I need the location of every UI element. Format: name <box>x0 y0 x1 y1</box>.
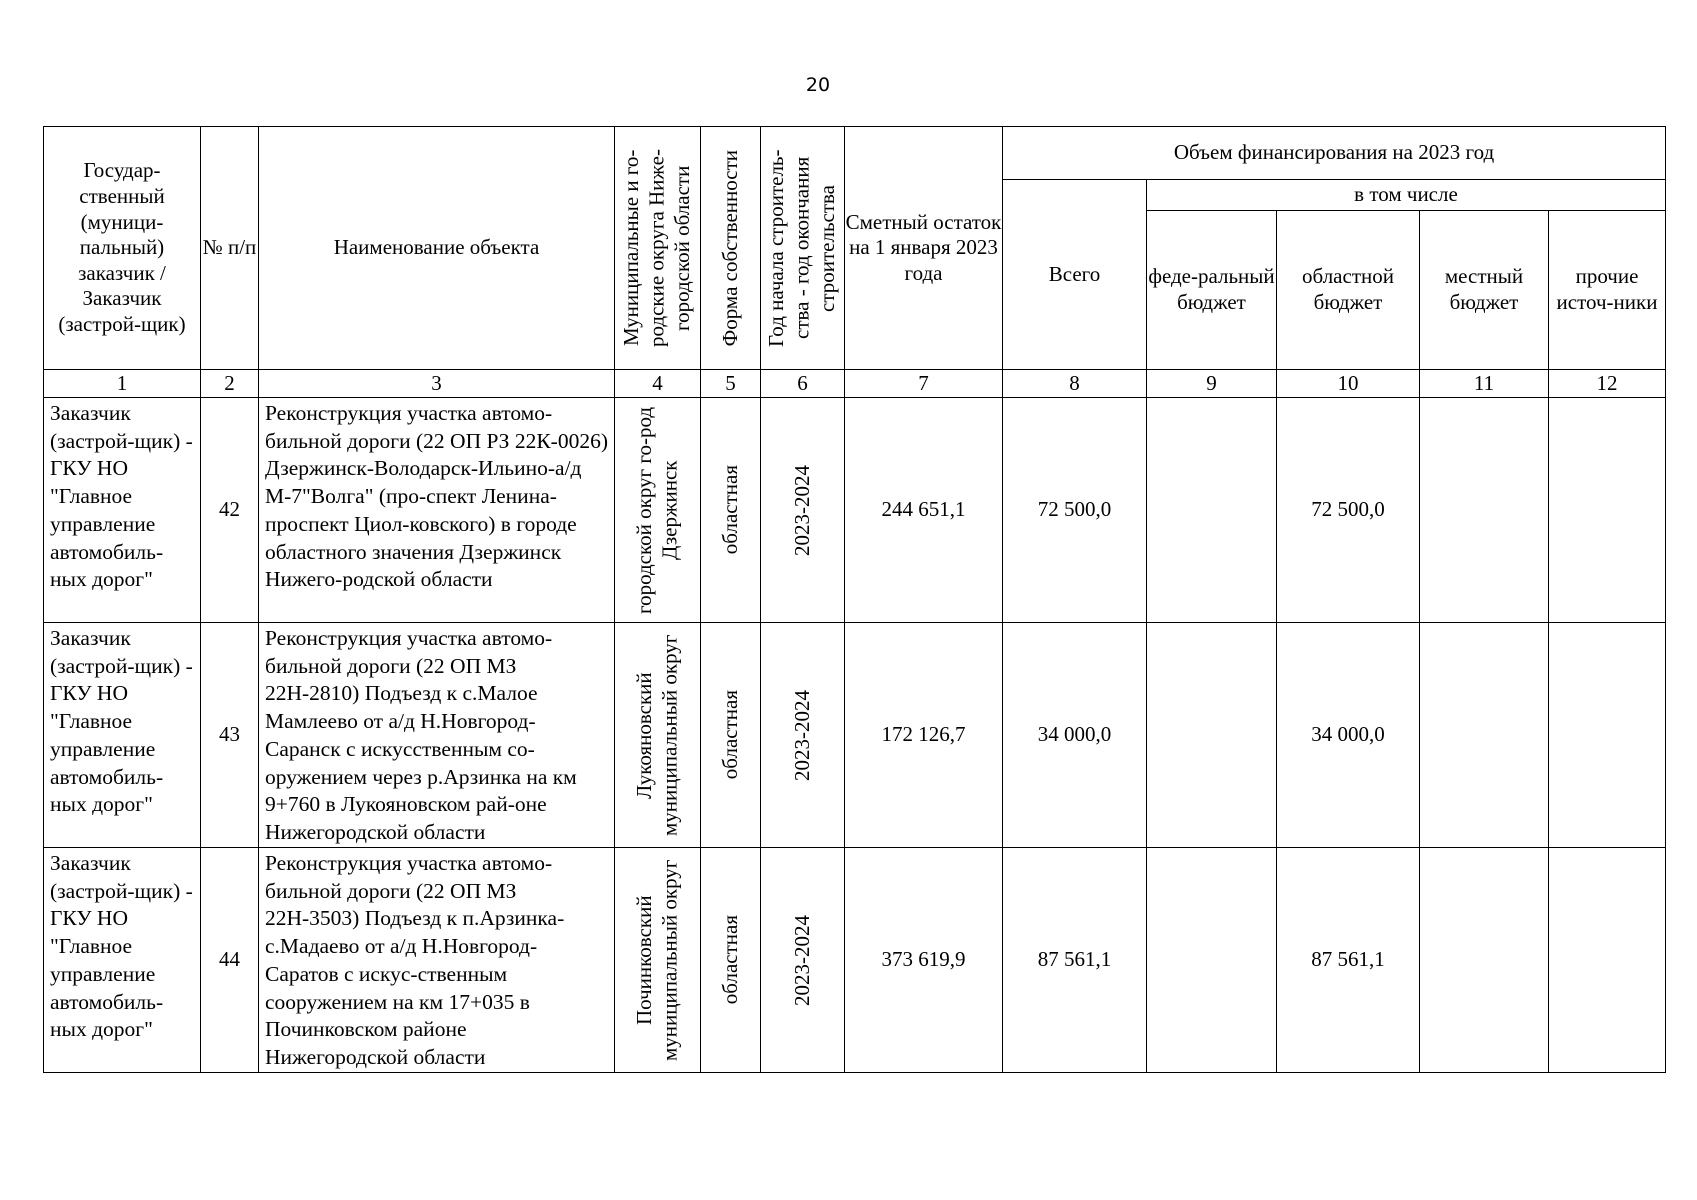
row-federal <box>1147 398 1277 623</box>
header-other: прочие источ-ники <box>1549 211 1666 370</box>
column-number: 2 <box>201 370 259 398</box>
column-number: 11 <box>1420 370 1549 398</box>
row-object: Реконструкция участка автомо-бильной дороги (22 ОП РЗ 22К-0026) Дзержинск-Володарск-Ильино-а/д М-7"Волга" (про-спект Ленина-проспект Циол-ковского) в городе областного значения Дзержинск Нижего-родской области <box>259 398 615 623</box>
column-number: 3 <box>259 370 615 398</box>
page-number: 20 <box>805 74 831 96</box>
header-no: № п/п <box>201 127 259 370</box>
row-other <box>1549 848 1666 1073</box>
column-number: 1 <box>44 370 201 398</box>
row-customer: Заказчик (застрой-щик) - ГКУ НО "Главное управление автомобиль-ных дорог" <box>44 848 201 1073</box>
column-number: 10 <box>1277 370 1420 398</box>
header-including: в том числе <box>1147 180 1666 211</box>
row-ownership: областная <box>701 848 761 1073</box>
row-regional: 34 000,0 <box>1277 623 1420 848</box>
header-local: местный бюджет <box>1420 211 1549 370</box>
row-regional: 72 500,0 <box>1277 398 1420 623</box>
row-estimate: 373 619,9 <box>845 848 1003 1073</box>
row-no: 44 <box>201 848 259 1073</box>
row-no: 42 <box>201 398 259 623</box>
row-object: Реконструкция участка автомо-бильной дороги (22 ОП МЗ 22Н-2810) Подъезд к с.Малое Мамлеево от а/д Н.Новгород-Саранск с искусственным со-оружением через р.Арзинка на км 9+760 в Лукояновском рай-оне Нижегородской области <box>259 623 615 848</box>
row-no: 43 <box>201 623 259 848</box>
financing-table <box>43 126 1666 1073</box>
row-other <box>1549 623 1666 848</box>
column-number: 7 <box>845 370 1003 398</box>
row-local <box>1420 398 1549 623</box>
row-other <box>1549 398 1666 623</box>
row-estimate: 244 651,1 <box>845 398 1003 623</box>
row-object: Реконструкция участка автомо-бильной дороги (22 ОП МЗ 22Н-3503) Подъезд к п.Арзинка-с.Мадаево от а/д Н.Новгород-Саратов с искус-ственным сооружением на км 17+035 в Починковском районе Нижегородской области <box>259 848 615 1073</box>
row-estimate: 172 126,7 <box>845 623 1003 848</box>
header-estimate: Сметный остаток на 1 января 2023 года <box>845 127 1003 370</box>
header-regional: областной бюджет <box>1277 211 1420 370</box>
row-federal <box>1147 623 1277 848</box>
row-total: 34 000,0 <box>1003 623 1147 848</box>
column-number: 9 <box>1147 370 1277 398</box>
row-municipality: Починковский муниципальный округ <box>615 848 701 1073</box>
column-number: 5 <box>701 370 761 398</box>
row-ownership: областная <box>701 398 761 623</box>
table-row <box>44 623 1666 848</box>
column-number: 4 <box>615 370 701 398</box>
row-years: 2023-2024 <box>761 623 845 848</box>
row-ownership: областная <box>701 623 761 848</box>
header-years: Год начала строитель-ства - год окончания строительства <box>761 127 845 370</box>
header-object-name: Наименование объекта <box>259 127 615 370</box>
table-row <box>44 848 1666 1073</box>
table-row <box>44 398 1666 623</box>
column-number: 6 <box>761 370 845 398</box>
row-local <box>1420 623 1549 848</box>
row-customer: Заказчик (застрой-щик) - ГКУ НО "Главное управление автомобиль-ных дорог" <box>44 623 201 848</box>
row-total: 87 561,1 <box>1003 848 1147 1073</box>
row-municipality: Лукояновский муниципальный округ <box>615 623 701 848</box>
header-financing: Объем финансирования на 2023 год <box>1003 127 1666 180</box>
row-local <box>1420 848 1549 1073</box>
row-total: 72 500,0 <box>1003 398 1147 623</box>
header-customer: Государ-ственный (муници-пальный) заказчик / Заказчик (застрой-щик) <box>44 127 201 370</box>
column-number-row <box>44 370 1666 398</box>
header-federal: феде-ральный бюджет <box>1147 211 1277 370</box>
column-number: 12 <box>1549 370 1666 398</box>
column-number: 8 <box>1003 370 1147 398</box>
row-years: 2023-2024 <box>761 848 845 1073</box>
row-federal <box>1147 848 1277 1073</box>
row-years: 2023-2024 <box>761 398 845 623</box>
row-customer: Заказчик (застрой-щик) - ГКУ НО "Главное управление автомобиль-ных дорог" <box>44 398 201 623</box>
header-municipality: Муниципальные и го-родские округа Ниже-городской области <box>615 127 701 370</box>
row-regional: 87 561,1 <box>1277 848 1420 1073</box>
row-municipality: городской округ го-род Дзержинск <box>615 398 701 623</box>
header-total: Всего <box>1003 180 1147 370</box>
header-ownership: Форма собственности <box>701 127 761 370</box>
